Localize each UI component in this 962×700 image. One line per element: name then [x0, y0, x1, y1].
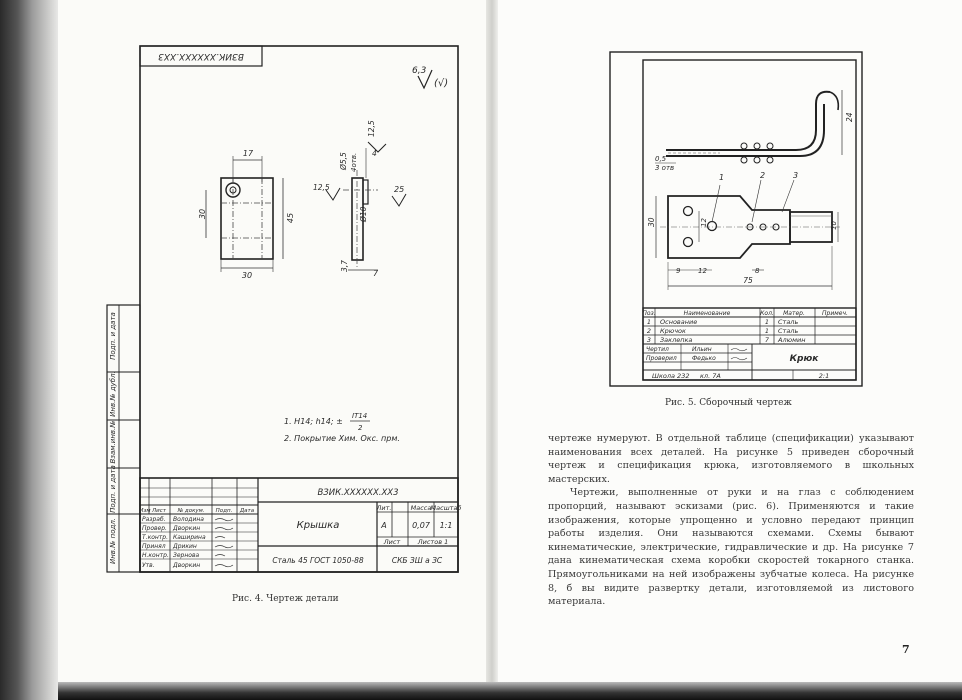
- note-1: 1. H14; h14; ±: [284, 417, 343, 426]
- asm-dim-12-vertical: 12: [700, 218, 708, 227]
- callout-1: 1: [719, 173, 725, 182]
- role-2: Провер.: [142, 525, 167, 532]
- name-3: Каширина: [173, 534, 206, 541]
- spec-header-note: Примеч.: [822, 310, 848, 317]
- callout-2: 2: [760, 171, 766, 180]
- header-scale: Масштаб: [430, 504, 462, 512]
- spec-row-3-name: Заклепка: [660, 336, 693, 344]
- side-label-2: Инв.№ дубл.: [109, 371, 117, 417]
- spec-header-pos: Поз.: [642, 310, 656, 317]
- dim-45: 45: [286, 212, 295, 224]
- dim-25: 25: [394, 185, 405, 194]
- spec-header-name: Наименование: [683, 310, 731, 317]
- title-material: Сталь 45 ГОСТ 1050-88: [272, 556, 364, 565]
- dim-12-5-side: 12,5: [313, 183, 330, 192]
- hook-top-view: [666, 92, 830, 150]
- mirrored-stamp-text: ВЗИК.XXXXXX.XX3: [158, 51, 244, 61]
- note-1-it14: IT14: [352, 412, 368, 420]
- spec-row-3-qty: 7: [764, 336, 770, 344]
- spec-header-qty: Кол.: [760, 310, 774, 317]
- body-paragraph-1: чертеже нумеруют. В отдельной таблице (спецификации) указывают наименования всех деталей. На рисунке 5 приведен сборочный чертеж и спецификация крюка, изготовляемого в школьных мастерских.: [548, 433, 914, 485]
- spec-row-1-mat: Сталь: [778, 318, 799, 326]
- title-part-name: Крышка: [296, 520, 340, 531]
- sheet-label: Лист: [383, 538, 401, 546]
- assembly-title: Крюк: [789, 354, 819, 364]
- name-6: Дворкин: [173, 562, 201, 569]
- spec-row-2-pos: 2: [646, 327, 652, 335]
- col-header-list: Лист: [152, 508, 166, 514]
- side-label-5: Инв.№ подл.: [109, 517, 117, 565]
- roughness-small-icon: [368, 142, 386, 152]
- body-text: [548, 432, 914, 609]
- drawing-frame: [140, 46, 458, 572]
- dim-12-5-top: 12,5: [367, 120, 376, 137]
- stamp-school: Школа 232: [652, 372, 690, 380]
- page-number: 7: [902, 643, 910, 656]
- asm-dim-0-5: 0,5: [655, 155, 667, 163]
- asm-dim-24: 24: [845, 112, 854, 122]
- name-5: Зернова: [173, 552, 200, 559]
- asm-dim-30: 30: [647, 217, 656, 227]
- spec-row-1-qty: 1: [764, 318, 770, 326]
- spec-row-1-pos: 1: [646, 318, 652, 326]
- dim-17: 17: [242, 149, 254, 158]
- role-1: Разраб.: [142, 516, 166, 523]
- spec-row-1-name: Основание: [660, 318, 698, 326]
- role-5: Н.контр.: [142, 552, 169, 559]
- asm-dim-10: 10: [830, 221, 838, 230]
- note-1-denominator: 2: [358, 424, 363, 432]
- asm-dim-75: 75: [743, 276, 753, 285]
- caption-figure-4: Рис. 4. Чертеж детали: [232, 594, 339, 604]
- asm-dim-12-horizontal: 12: [698, 267, 707, 275]
- stamp-name-2: Федько: [692, 355, 716, 362]
- asm-dim-9: 9: [676, 267, 681, 275]
- asm-dim-3-holes: 3 отв: [655, 164, 675, 172]
- stamp-class: кл. 7А: [700, 372, 721, 380]
- assembly-scale: 2:1: [818, 372, 830, 380]
- name-4: Дрикин: [173, 543, 197, 550]
- signatures-icon: [215, 519, 233, 567]
- stamp-role-2: Проверил: [646, 355, 677, 362]
- dim-4: 4: [372, 149, 377, 158]
- header-lit: Лит.: [376, 504, 392, 512]
- dim-5-5: Ø5,5: [339, 152, 348, 170]
- plate-front-view: [221, 178, 273, 259]
- header-mass: Масса: [410, 504, 432, 512]
- dim-10: Ø10: [359, 206, 368, 222]
- note-2: 2. Покрытие Хим. Окс. прм.: [284, 434, 400, 443]
- value-mass: 0,07: [412, 521, 430, 530]
- spec-row-3-mat: Алюмин: [778, 336, 806, 344]
- body-paragraph-2: Чертежи, выполненные от руки и на глаз с соблюдением пропорций, называют эскизами (рис. 6). Применяются и такие изображения, которые упрощенно и условно передают принцип работы изделия. Они называются схемами. Схемы бывают кинематические, электрические, гидравлические и др. На рисунке 7 дана кинематическая схема коробки скоростей токарного станка. Прямоугольниками на ней изображены зубчатые колеса. На рисунке 8, б вы видите развертку детали, изготовляемой из листового материала.: [548, 487, 914, 608]
- value-scale: 1:1: [439, 521, 453, 530]
- spec-row-2-mat: Сталь: [778, 327, 799, 335]
- role-4: Принял: [142, 543, 166, 550]
- side-label-4: Подп. и дата: [109, 465, 117, 513]
- dim-30-horizontal: 30: [241, 271, 253, 280]
- title-org: СКБ ЗШ а ЗС: [391, 556, 443, 565]
- side-label-3: Взам.инв.№: [109, 420, 117, 464]
- value-lit: А: [381, 521, 387, 530]
- stamp-role-1: Чертил: [646, 346, 669, 353]
- role-3: Т.контр.: [142, 534, 169, 541]
- dim-3-7: 3,7: [340, 260, 349, 272]
- stamp-signatures-icon: [731, 349, 747, 360]
- role-6: Утв.: [142, 562, 155, 569]
- caption-figure-5: Рис. 5. Сборочный чертеж: [665, 398, 792, 408]
- spec-row-2-qty: 1: [764, 327, 770, 335]
- dim-4-holes: 4отв.: [350, 152, 358, 172]
- col-header-doc: № докум.: [177, 508, 205, 514]
- roughness-value: 6,3: [412, 66, 427, 76]
- roughness-mark: (√): [434, 78, 449, 89]
- side-label-1: Подп. и дата: [109, 312, 117, 360]
- sheets-label: Листов 1: [417, 538, 449, 546]
- spec-header-mat: Матер.: [783, 310, 805, 317]
- name-2: Дворкин: [173, 525, 201, 532]
- spec-row-2-name: Крючок: [660, 327, 686, 335]
- col-header-date: Дата: [239, 508, 255, 514]
- col-header-izm: Изм: [139, 508, 151, 514]
- spec-row-3-pos: 3: [646, 336, 652, 344]
- callout-3: 3: [793, 171, 799, 180]
- asm-dim-8: 8: [755, 267, 760, 275]
- dim-30-vertical: 30: [198, 208, 207, 220]
- title-designation: ВЗИК.XXXXXX.XX3: [317, 488, 399, 498]
- col-header-sign: Подп.: [215, 508, 233, 514]
- dim-7: 7: [373, 269, 379, 278]
- name-1: Володина: [173, 516, 204, 523]
- stamp-name-1: Ильин: [692, 346, 712, 353]
